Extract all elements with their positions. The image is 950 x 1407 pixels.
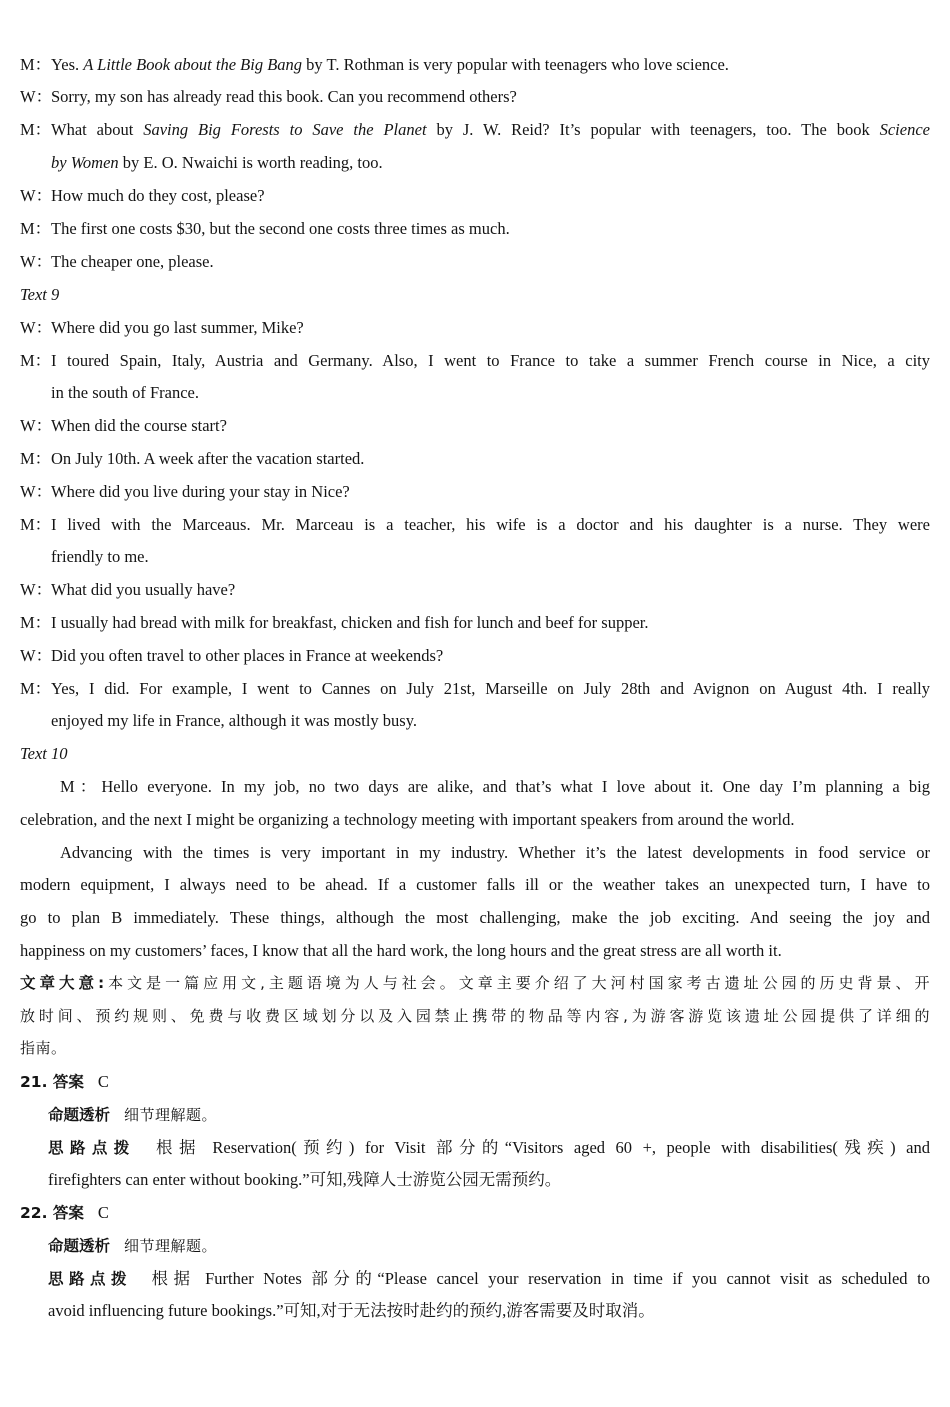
answer-value: C xyxy=(97,1203,109,1222)
dialogue-line: M：The first one costs $30, but the second one costs three times as much. xyxy=(20,219,510,238)
book-title: A Little Book about the Big Bang xyxy=(83,55,303,74)
dialogue-line: W：Sorry, my son has already read this book. Can you recommend others? xyxy=(20,87,517,106)
dialogue-line: M：Yes. A Little Book about the Big Bang by T. Rothman is very popular with teenagers who love science. xyxy=(20,55,729,74)
section-heading-text9: Text 9 xyxy=(20,285,60,304)
dialogue-line-continuation: by Women by E. O. Nwaichi is worth reading, too. xyxy=(51,153,383,172)
section-heading-text10: Text 10 xyxy=(20,744,68,763)
dialogue-line: M：Yes, I did. For example, I went to Cannes on July 21st, Marseille on July 28th and Avignon on August 4th. I really xyxy=(20,679,930,698)
question-number: 22. 答案 xyxy=(20,1204,84,1222)
dialogue-line: M：On July 10th. A week after the vacation started. xyxy=(20,449,365,468)
reasoning-line: firefighters can enter without booking.”可知,残障人士游览公园无需预约。 xyxy=(48,1170,562,1189)
dialogue-line: W：How much do they cost, please? xyxy=(20,186,265,205)
summary-label: 文章大意: xyxy=(20,974,105,992)
monologue-line: celebration, and the next I might be organizing a technology meeting with important speakers from around the world. xyxy=(20,810,795,829)
dialogue-line-continuation: friendly to me. xyxy=(51,547,149,566)
monologue-line: modern equipment, I always need to be ahead. If a customer falls ill or the weather takes an unexpected turn, I have to xyxy=(20,875,930,894)
monologue-line: happiness on my customers’ faces, I know that all the hard work, the long hours and the great stress are all worth it. xyxy=(20,941,782,960)
document-page xyxy=(20,0,930,1407)
reasoning-line: avoid influencing future bookings.”可知,对于无法按时赴约的预约,游客需要及时取消。 xyxy=(48,1301,655,1320)
summary-line: 指南。 xyxy=(20,1039,67,1057)
book-title: Science xyxy=(879,120,930,139)
dialogue-line: M：I toured Spain, Italy, Austria and Germany. Also, I went to France to take a summer French course in Nice, a city xyxy=(20,351,930,370)
monologue-line: M：Hello everyone. In my job, no two days are alike, and that’s what I love about it. One day I’m planning a big xyxy=(60,777,930,796)
reasoning-line: 思路点拨 根据 Reservation(预约) for Visit 部分的“Visitors aged 60 +, people with disabilities(残疾) and xyxy=(48,1138,930,1157)
dialogue-line: M：What about Saving Big Forests to Save the Planet by J. W. Reid? It’s popular with teenagers, too. The book Science xyxy=(20,120,930,139)
book-title: Saving Big Forests to Save the Planet xyxy=(143,120,427,139)
monologue-line: go to plan B immediately. These things, although the most challenging, make the job exciting. And seeing the joy and xyxy=(20,908,930,927)
dialogue-line: W：Where did you go last summer, Mike? xyxy=(20,318,304,337)
book-title: by Women xyxy=(51,153,119,172)
summary-line: 文章大意:本文是一篇应用文,主题语境为人与社会。文章主要介绍了大河村国家考古遗址公园的历史背景、开 xyxy=(20,974,930,992)
dialogue-line: W：What did you usually have? xyxy=(20,580,236,599)
question-number: 21. 答案 xyxy=(20,1073,84,1091)
dialogue-line: W：The cheaper one, please. xyxy=(20,252,214,271)
dialogue-line: M：I usually had bread with milk for breakfast, chicken and fish for lunch and beef for supper. xyxy=(20,613,649,632)
summary-line: 放时间、预约规则、免费与收费区域划分以及入园禁止携带的物品等内容,为游客游览该遗址公园提供了详细的 xyxy=(20,1007,930,1025)
dialogue-line-continuation: in the south of France. xyxy=(51,383,200,402)
reasoning-line: 思路点拨 根据 Further Notes 部分的“Please cancel your reservation in time if you cannot visit as scheduled to xyxy=(48,1269,930,1288)
question-type: 命题透析 细节理解题。 xyxy=(48,1106,218,1124)
answer-value: C xyxy=(97,1072,109,1091)
question-type: 命题透析 细节理解题。 xyxy=(48,1237,218,1255)
dialogue-line: M：I lived with the Marceaus. Mr. Marceau is a teacher, his wife is a doctor and his daughter is a nurse. They were xyxy=(20,515,930,534)
answer-21 xyxy=(20,1065,109,1099)
monologue-line: Advancing with the times is very important in my industry. Whether it’s the latest developments in food service or xyxy=(60,843,930,862)
dialogue-line: W：When did the course start? xyxy=(20,416,227,435)
dialogue-line: W：Where did you live during your stay in Nice? xyxy=(20,482,350,501)
answer-22 xyxy=(20,1196,109,1230)
dialogue-line-continuation: enjoyed my life in France, although it was mostly busy. xyxy=(51,711,417,730)
dialogue-line: W：Did you often travel to other places in France at weekends? xyxy=(20,646,444,665)
